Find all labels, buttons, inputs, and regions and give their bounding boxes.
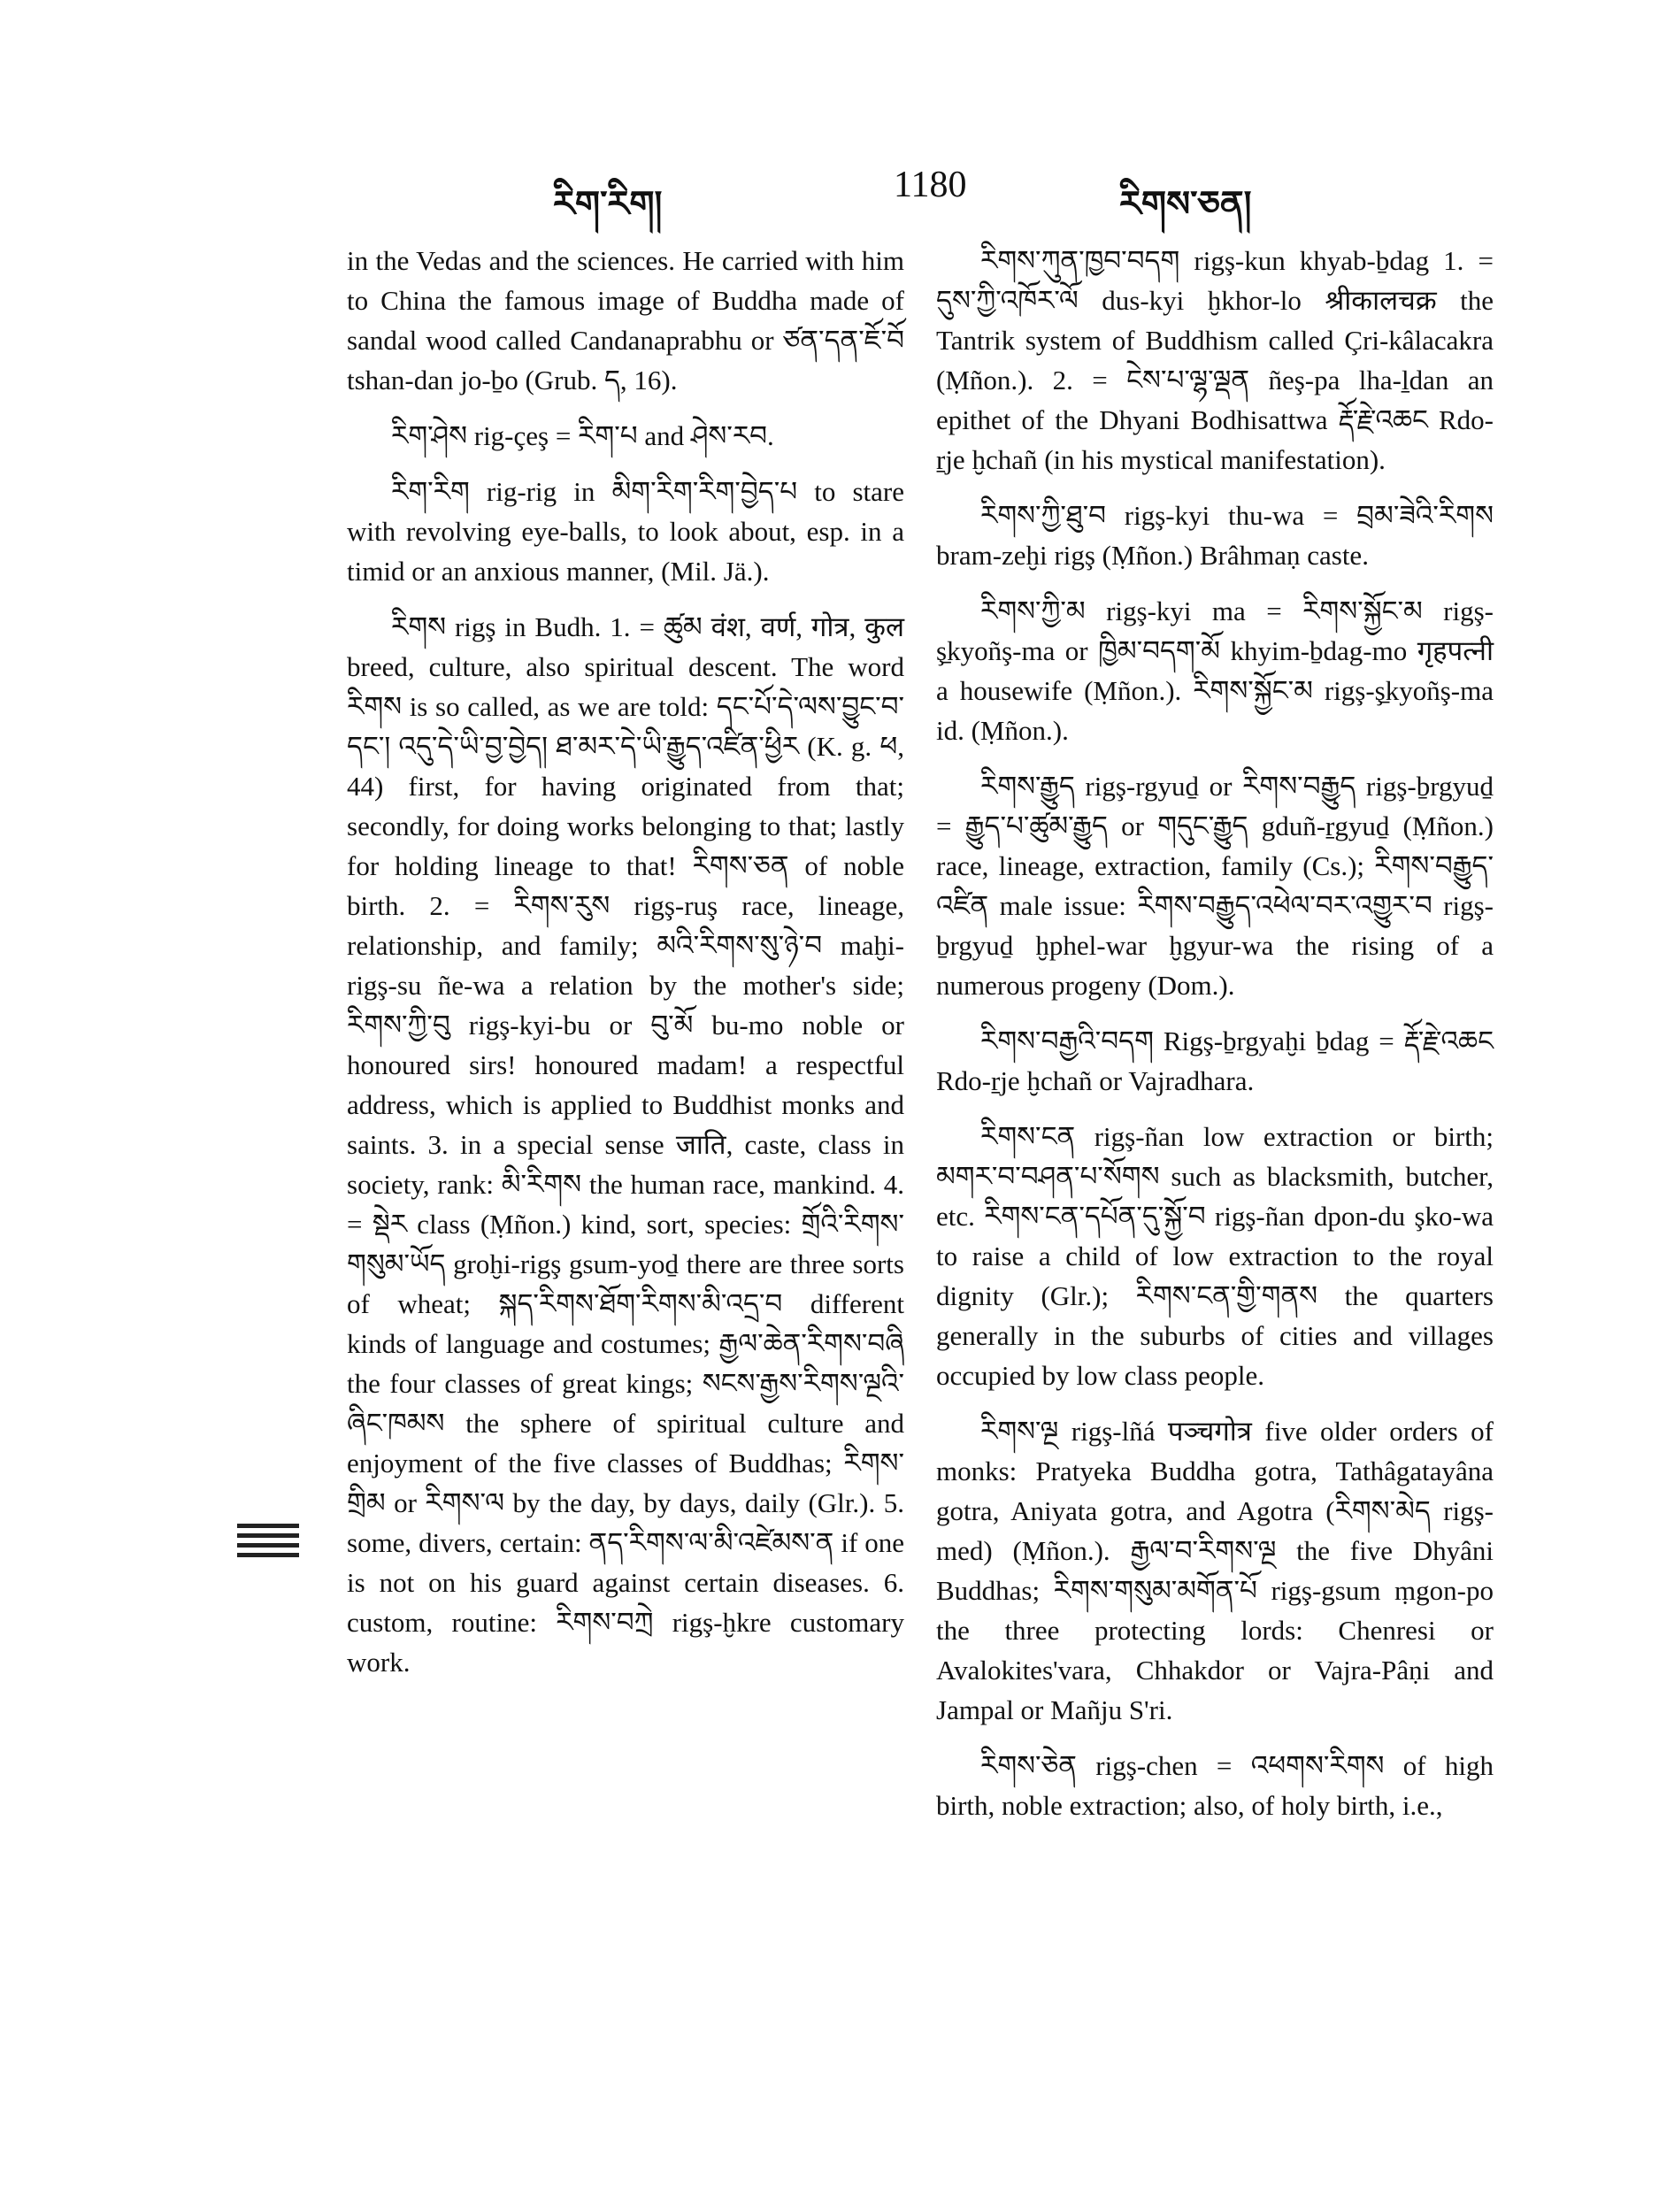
entry-continuation: in the Vedas and the sciences. He carried with him to China the famous image of Buddha made of sandal wood called Candanaprabhu or ཙན་དན་ཇོ་བོ tshan-dan jo-ḇo (Grub. ད, 16).	[347, 245, 904, 396]
page-number: 1180	[894, 165, 967, 205]
entry-rigs-brgyahi-bdag: རིགས་བརྒྱའི་བདག Rigş-ḇrgyaḫi ḇdag = རྡོ་རྗེ་འཆང Rdo-ṟje ḫchañ or Vajradhara.	[936, 1025, 1494, 1096]
entry-rigs-rgyud: རིགས་རྒྱུད rigş-rgyuḏ or རིགས་བརྒྱུད rigş-ḇrgyuḏ = རྒྱུད་པ་ཚུམ་རྒྱུད or གདུང་རྒྱུད gduñ-ṟgyuḏ (Ṃñon.) race, lineage, extraction, family (Cs.); རིགས་བརྒྱུད་འཛིན male issue: རིགས་བརྒྱུད་འཕེལ་བར་འགྱུར་བ rigş-ḇrgyuḏ ḫphel-war ḫgyur-wa the rising of a numerous progeny (Dom.).	[936, 771, 1494, 1001]
entry-rigs-nan: རིགས་ངན rigş-ñan low extraction or birth; མགར་བ་བཤན་པ་སོགས such as blacksmith, butcher, etc. རིགས་ངན་དཔོན་དུ་སྐྱོ་བ rigş-ñan dpon-du şko-wa to raise a child of low extraction to the royal dignity (Glr.); རིགས་ངན་གྱི་གནས the quarters generally in the suburbs of cities and villages occupied by low class people.	[936, 1121, 1494, 1391]
entry-rigs-kyi-ma: རིགས་ཀྱི་མ rigş-kyi ma = རིགས་སྐྱོང་མ rigş-ş̱kyoñş-ma or ཁྱིམ་བདག་མོ khyim-ḇdag-mo गृहपत्नी a housewife (Ṃñon.). རིགས་སྐྱོང་མ rigş-ş̱kyoñş-ma id. (Ṃñon.).	[936, 595, 1494, 746]
entry-rigs-kyi-thu-wa: རིགས་ཀྱི་ཐུ་བ rigş-kyi thu-wa = བྲམ་ཟེའི་རིགས bram-zeḫi rigş (Ṃñon.) Brâhmaṇ caste.	[936, 500, 1494, 571]
header-left-term: རིག་རིག།	[553, 184, 663, 224]
entry-rigs: རིགས rigş in Budh. 1. = ཚུམ वंश, वर्ण, गोत्र, कुल breed, culture, also spiritual descent. The word རིགས is so called, as we are told: དང་པོ་དེ་ལས་བྱུང་བ་དང་། འདུ་དེ་ཡི་བྱ་བྱེད། ཐ་མར་དེ་ཡི་རྒྱུད་འཛིན་ཕྱིར (K. g. ཕ, 44) first, for having originated from that; secondly, for doing works belonging to that; lastly for holding lineage to that! རིགས་ཅན of noble birth. 2. = རིགས་རུས rigş-ruş race, lineage, relationship, and family; མའི་རིགས་སུ་ཉེ་བ maḫi-rigş-su ñe-wa a relation by the mother's side; རིགས་ཀྱི་བུ rigş-kyi-bu or བུ་མོ bu-mo noble or honoured sirs! honoured madam! a respectful address, which is applied to Buddhist monks and saints. 3. in a special sense जाति, caste, class in society, rank: མི་རིགས the human race, mankind. 4. = སྡེར class (Ṃñon.) kind, sort, species: གྲོའི་རིགས་གསུམ་ཡོད groḫi-rigş gsum-yoḏ there are three sorts of wheat; སྐད་རིགས་ཐོག་རིགས་མི་འདྲ་བ different kinds of language and costumes; རྒྱལ་ཆེན་རིགས་བཞི the four classes of great kings; སངས་རྒྱས་རིགས་ལྔའི་ཞིང་ཁམས the sphere of spiritual culture and enjoyment of the five classes of Buddhas; རིགས་གྲིམ or རིགས་ལ by the day, by days, daily (Glr.). 5. some, divers, certain: ནད་རིགས་ལ་མི་འཛེམས་ན if one is not on his guard against certain diseases. 6. custom, routine: རིགས་བཀྲེ rigş-ḫkre customary work.	[347, 611, 904, 1678]
right-column	[936, 241, 1494, 1841]
entry-rigs-chen: རིགས་ཅེན rigş-chen = འཕགས་རིགས of high birth, noble extraction; also, of holy birth, i.e.,	[936, 1750, 1494, 1821]
left-column	[347, 241, 904, 1698]
header-right-term: རིགས་ཅན།	[1119, 184, 1252, 224]
entry-rigs-kun-khyab-bdag: རིགས་ཀུན་ཁྱབ་བདག rigş-kun khyab-ḇdag 1. = དུས་ཀྱི་འཁོར་ལོ dus-kyi ḫkhor-lo श्रीकालचक्र the Tantrik system of Buddhism called Çri-kâlacakra (Ṃñon.). 2. = ངེས་པ་ལྷ་ལྡན ñeş-pa lha-ḻdan an epithet of the Dhyani Bodhisattwa རྡོ་རྗེ་འཆང Rdo-ṟje ḫchañ (in his mystical manifestation).	[936, 245, 1494, 475]
margin-mark-icon	[237, 1524, 299, 1570]
entry-rig-rig: རིག་རིག rig-rig in མིག་རིག་རིག་བྱེད་པ to stare with revolving eye-balls, to look about, esp. in a timid or an anxious manner, (Mil. Jä.).	[347, 476, 904, 587]
entry-rigs-lna: རིགས་ལྔ rigş-lñá पञ्चगोत्र five older orders of monks: Pratyeka Buddha gotra, Tathâgatayâna gotra, Aniyata gotra, and Agotra (རིགས་མེད rigş-med) (Ṃñon.). རྒྱལ་བ་རིགས་ལྔ the five Dhyâni Buddhas; རིགས་གསུམ་མགོན་པོ rigş-gsum ṃgon-po the three protecting lords: Chenresi or Avalokites'vara, Chhakdor or Vajra-Pâṇi and Jampal or Mañju S'ri.	[936, 1416, 1494, 1725]
entry-rig-ces: རིག་ཤེས rig-çeş = རིག་པ and ཤེས་རབ.	[391, 420, 774, 451]
